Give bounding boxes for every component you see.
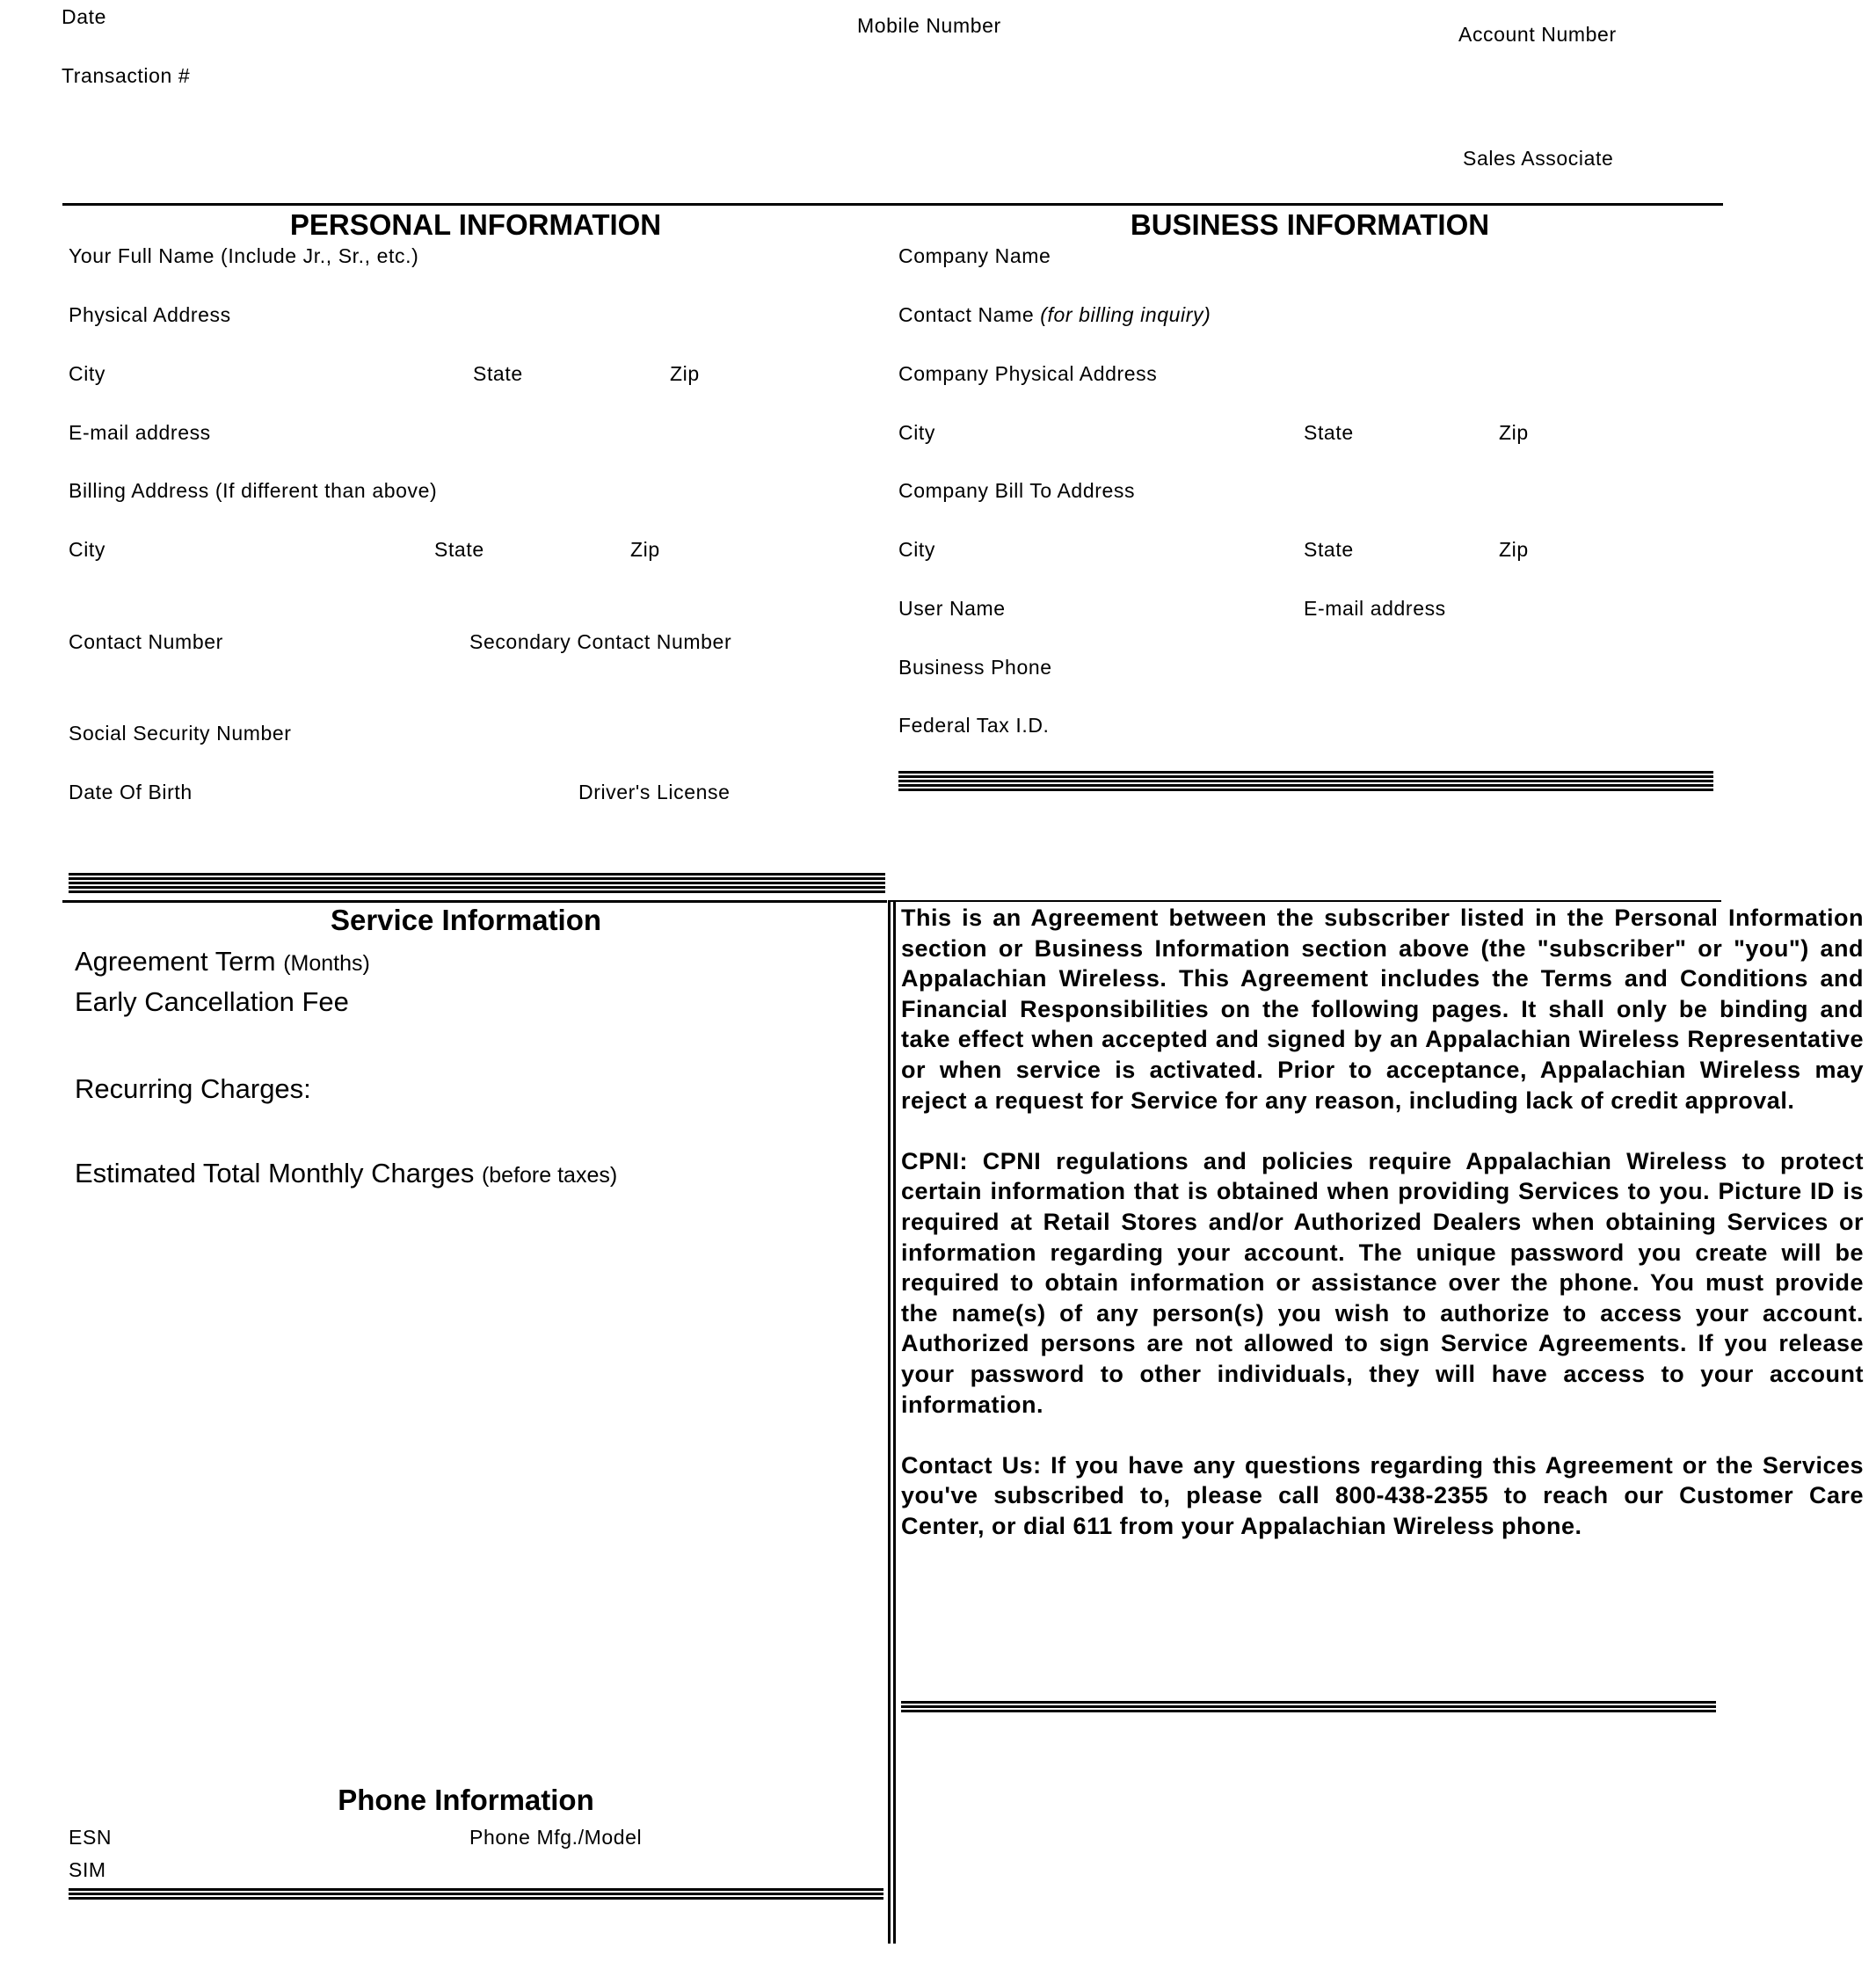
service-top-rule bbox=[62, 900, 887, 903]
bill-to-address-label: Company Bill To Address bbox=[898, 479, 1136, 502]
sim-label: SIM bbox=[69, 1858, 106, 1881]
early-cancellation-label: Early Cancellation Fee bbox=[75, 986, 349, 1017]
contact-name-note: (for billing inquiry) bbox=[1040, 303, 1211, 326]
business-phone-label: Business Phone bbox=[898, 656, 1052, 679]
agreement-term-unit: (Months) bbox=[283, 951, 370, 976]
header-divider bbox=[62, 203, 1723, 206]
estimated-total-note: (before taxes) bbox=[481, 1163, 618, 1188]
agreement-paragraph: This is an Agreement between the subscriber listed in the Personal Information section or Business Information section above (the "subscriber" or "you") and Appalachian Wireless. This Agreement includes the Terms and Conditions and Financial Responsibilities on the following pages. It shall only be binding and take effect when accepted and signed by an Appalachian Wireless Representative or when service is activated. Prior to acceptance, Appalachian Wireless may reject a request for Service for any reason, including lack of credit approval. bbox=[901, 905, 1864, 1114]
secondary-contact-label: Secondary Contact Number bbox=[469, 630, 732, 653]
billing-address-label: Billing Address (If different than above) bbox=[69, 479, 438, 502]
email-label: E-mail address bbox=[69, 421, 211, 444]
column-divider-right bbox=[893, 900, 896, 1944]
bill-state-label: State bbox=[1304, 538, 1354, 561]
contact-us-paragraph: Contact Us: If you have any questions regarding this Agreement or the Services you've subscribed to, please call 800-438-2355 to reach our Customer Care Center, or dial 611 from your Appalachian Wireless phone. bbox=[901, 1451, 1864, 1539]
user-name-label: User Name bbox=[898, 597, 1006, 620]
account-number-label: Account Number bbox=[1458, 23, 1617, 46]
physical-address-label: Physical Address bbox=[69, 303, 231, 326]
column-divider-left bbox=[888, 900, 891, 1944]
business-email-label: E-mail address bbox=[1304, 597, 1446, 620]
personal-info-heading: PERSONAL INFORMATION bbox=[289, 208, 662, 241]
estimated-total-text: Estimated Total Monthly Charges bbox=[75, 1158, 475, 1188]
business-state-label: State bbox=[1304, 421, 1354, 444]
business-zip-label: Zip bbox=[1499, 421, 1529, 444]
esn-label: ESN bbox=[69, 1826, 113, 1849]
city-label: City bbox=[69, 362, 106, 385]
federal-tax-id-label: Federal Tax I.D. bbox=[898, 714, 1050, 737]
bill-city-label: City bbox=[898, 538, 936, 561]
mobile-number-label: Mobile Number bbox=[857, 14, 1001, 37]
drivers-license-label: Driver's License bbox=[578, 781, 731, 803]
company-name-label: Company Name bbox=[898, 244, 1051, 267]
business-section-divider bbox=[898, 771, 1713, 793]
business-info-heading: BUSINESS INFORMATION bbox=[1130, 208, 1490, 241]
estimated-total-label bbox=[75, 1158, 617, 1189]
state-label: State bbox=[473, 362, 523, 385]
date-label: Date bbox=[62, 5, 106, 28]
agreement-term-label bbox=[75, 946, 370, 977]
dob-label: Date Of Birth bbox=[69, 781, 193, 803]
zip-label: Zip bbox=[670, 362, 700, 385]
contact-name-label bbox=[898, 303, 1211, 327]
billing-city-label: City bbox=[69, 538, 106, 561]
business-city-label: City bbox=[898, 421, 936, 444]
contact-name-text: Contact Name bbox=[898, 303, 1035, 326]
phone-model-label: Phone Mfg./Model bbox=[469, 1826, 643, 1849]
billing-zip-label: Zip bbox=[630, 538, 660, 561]
bill-zip-label: Zip bbox=[1499, 538, 1529, 561]
transaction-label: Transaction # bbox=[62, 64, 191, 87]
sales-associate-label: Sales Associate bbox=[1463, 147, 1614, 170]
agreement-text bbox=[901, 903, 1864, 1572]
phone-info-heading: Phone Information bbox=[338, 1784, 594, 1816]
agreement-term-text: Agreement Term bbox=[75, 946, 276, 977]
agreement-section-divider bbox=[901, 1701, 1716, 1714]
cpni-paragraph: CPNI: CPNI regulations and policies require Appalachian Wireless to protect certain information that is obtained when providing Services to you. Picture ID is required at Retail Stores and/or Authorized Dealers when obtaining Services or information regarding your account. The unique password you create will be required to obtain information or assistance over the phone. You must provide the name(s) of any person(s) you wish to authorize to access your account. Authorized persons are not allowed to sign Service Agreements. If you release your password to other individuals, they will have access to your account information. bbox=[901, 1147, 1864, 1418]
phone-section-divider bbox=[69, 1888, 883, 1901]
company-physical-address-label: Company Physical Address bbox=[898, 362, 1158, 385]
billing-state-label: State bbox=[434, 538, 484, 561]
service-info-heading: Service Information bbox=[330, 904, 602, 936]
full-name-label: Your Full Name (Include Jr., Sr., etc.) bbox=[69, 244, 419, 267]
contact-number-label: Contact Number bbox=[69, 630, 223, 653]
ssn-label: Social Security Number bbox=[69, 722, 292, 745]
agreement-top-rule bbox=[888, 900, 1721, 902]
personal-section-divider bbox=[69, 873, 885, 895]
recurring-charges-label: Recurring Charges: bbox=[75, 1073, 311, 1104]
